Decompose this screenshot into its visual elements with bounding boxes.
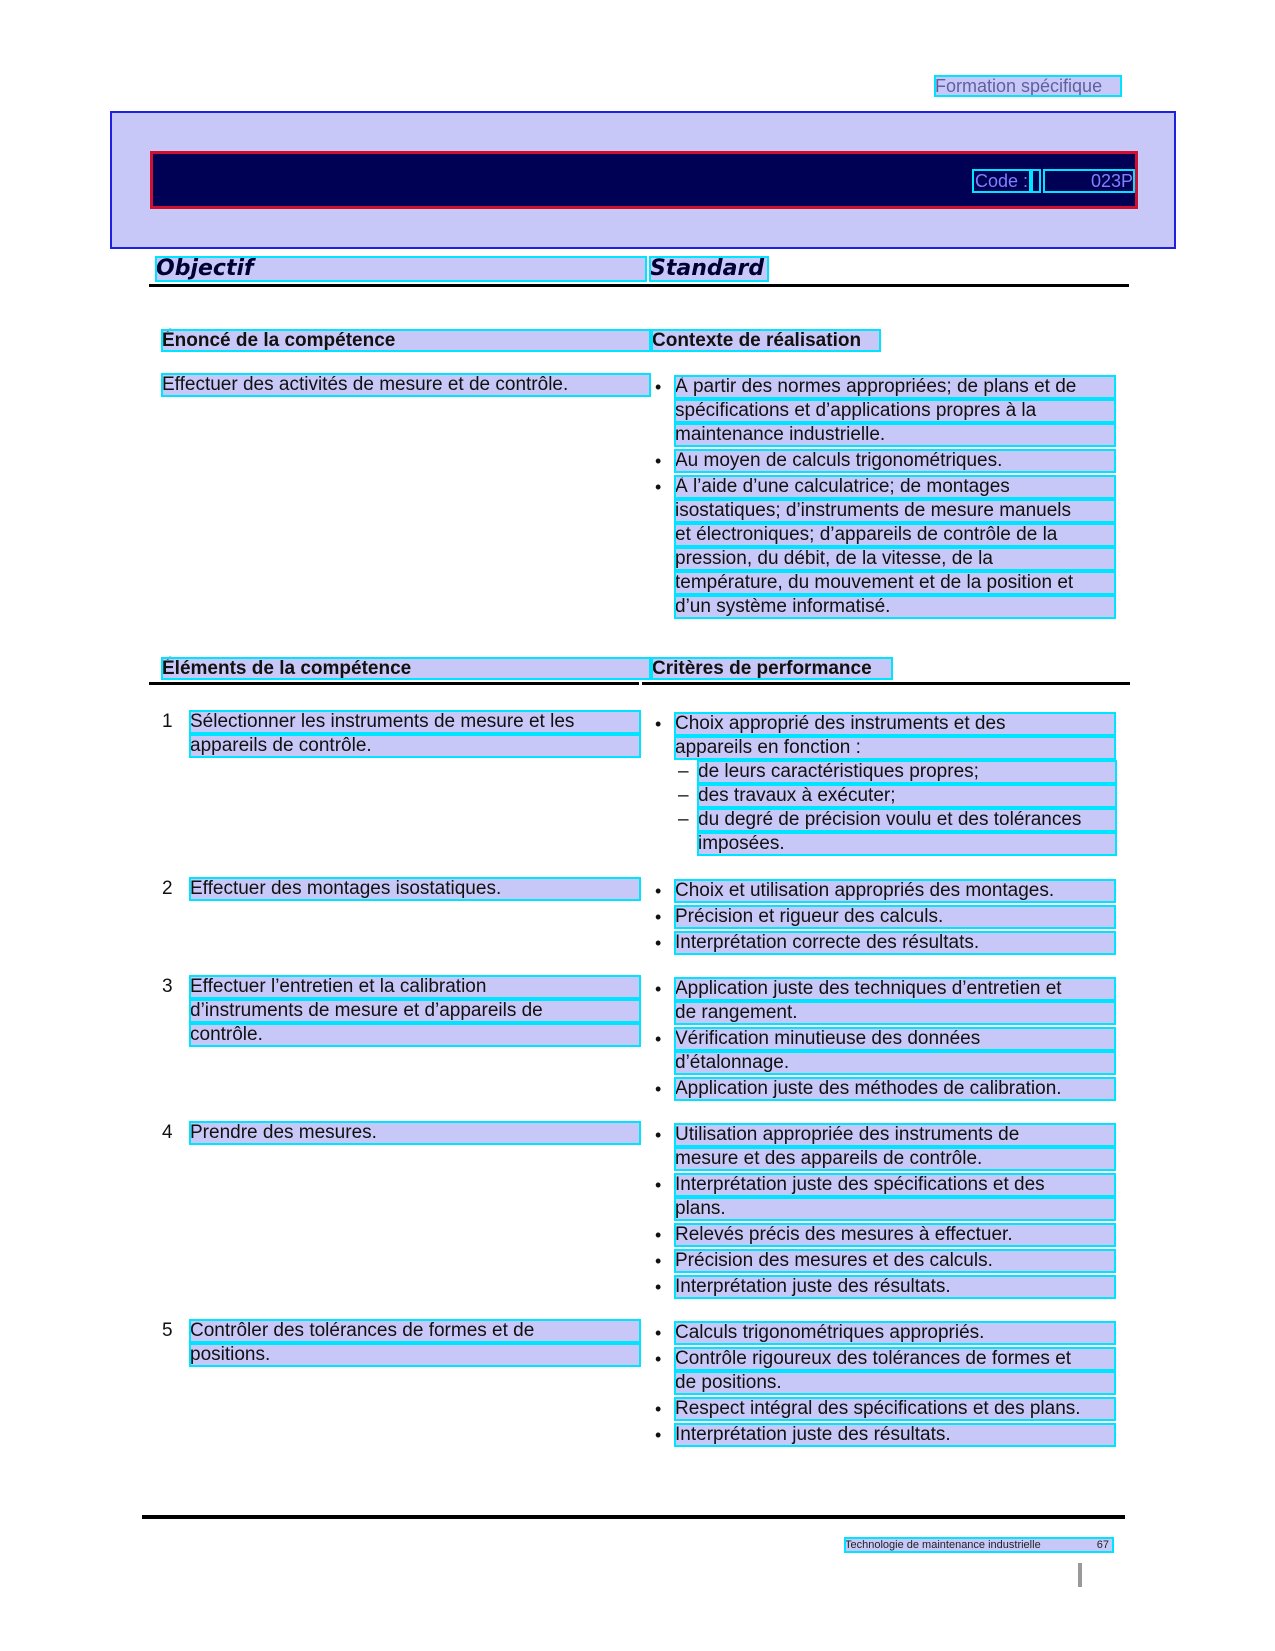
criterion-item: • Interprétation juste des résultats. (675, 1424, 1115, 1446)
element-number: 3 (162, 976, 173, 997)
page-number: 67 (1096, 1539, 1109, 1551)
column-heading-standard: Standard (650, 257, 768, 281)
contexte-item-line: d’un système informatisé. (675, 596, 1115, 618)
footer (845, 1538, 1113, 1552)
element-line: Contrôler des tolérances de formes et de (190, 1320, 640, 1342)
footer-title: Technologie de maintenance industrielle (845, 1539, 1041, 1551)
competence-heading: Énoncé de la compétence (162, 330, 650, 351)
title-bar (150, 151, 1138, 209)
criterion-item: • Calculs trigonométriques appropriés. (675, 1322, 1115, 1344)
page-marker (1078, 1563, 1082, 1587)
element-number: 5 (162, 1320, 173, 1341)
contexte-item-line: température, du mouvement et de la position et (675, 572, 1115, 594)
criterion-line: mesure et des appareils de contrôle. (675, 1148, 1115, 1170)
elements-rule (149, 682, 639, 685)
element-line: Prendre des mesures. (190, 1122, 640, 1144)
element-line: Effectuer l’entretien et la calibration (190, 976, 640, 998)
contexte-item-line: et électroniques; d’appareils de contrôle de la (675, 524, 1115, 546)
contexte-item-line: isostatiques; d’instruments de mesure manuels (675, 500, 1115, 522)
element-line: appareils de contrôle. (190, 735, 640, 757)
element-line: Sélectionner les instruments de mesure et les (190, 711, 640, 733)
element-number: 4 (162, 1122, 173, 1143)
criterion-item: • Choix approprié des instruments et des (675, 713, 1115, 735)
element-line: contrôle. (190, 1024, 640, 1046)
criterion-item: • Respect intégral des spécifications et des plans. (675, 1398, 1115, 1420)
criterion-item: • Utilisation appropriée des instruments de (675, 1124, 1115, 1146)
code-value: 023P (1045, 171, 1133, 191)
criterion-line: plans. (675, 1198, 1115, 1220)
code-separator (1033, 171, 1039, 191)
element-line: Effectuer des montages isostatiques. (190, 878, 640, 900)
contexte-item: • Au moyen de calculs trigonométriques. (675, 450, 1115, 472)
criteres-heading: Critères de performance (652, 658, 892, 679)
criterion-line: de positions. (675, 1372, 1115, 1394)
contexte-item: • À partir des normes appropriées; de plans et de (675, 376, 1115, 398)
program-label: Formation spécifique (935, 76, 1121, 96)
criterion-item: • Vérification minutieuse des données (675, 1028, 1115, 1050)
criterion-item: • Interprétation juste des spécifications et des (675, 1174, 1115, 1196)
criterion-sub-item: – du degré de précision voulu et des tolérances (698, 809, 1116, 831)
footer-rule (142, 1515, 1125, 1519)
contexte-item-line: spécifications et d’applications propres à la (675, 400, 1115, 422)
column-heading-objectif: Objectif (156, 257, 646, 281)
criterion-sub-item: – des travaux à exécuter; (698, 785, 1116, 807)
element-number: 2 (162, 878, 173, 899)
criteres-rule (642, 682, 1130, 685)
code-label: Code : (975, 171, 1029, 191)
criterion-line: d’étalonnage. (675, 1052, 1115, 1074)
contexte-item-line: maintenance industrielle. (675, 424, 1115, 446)
criterion-item: • Interprétation correcte des résultats. (675, 932, 1115, 954)
criterion-item: • Application juste des techniques d’entretien et (675, 978, 1115, 1000)
criterion-item: • Précision et rigueur des calculs. (675, 906, 1115, 928)
element-line: d’instruments de mesure et d’appareils de (190, 1000, 640, 1022)
criterion-sub-line: imposées. (698, 833, 1116, 855)
element-number: 1 (162, 711, 173, 732)
elements-heading: Éléments de la compétence (162, 658, 650, 679)
criterion-item: • Contrôle rigoureux des tolérances de formes et (675, 1348, 1115, 1370)
header-rule (149, 284, 1129, 287)
contexte-heading: Contexte de réalisation (652, 330, 880, 351)
criterion-sub-item: – de leurs caractéristiques propres; (698, 761, 1116, 783)
criterion-line: de rangement. (675, 1002, 1115, 1024)
criterion-line: appareils en fonction : (675, 737, 1115, 759)
element-line: positions. (190, 1344, 640, 1366)
competence-line: Effectuer des activités de mesure et de contrôle. (162, 374, 650, 396)
criterion-item: • Interprétation juste des résultats. (675, 1276, 1115, 1298)
criterion-item: • Application juste des méthodes de calibration. (675, 1078, 1115, 1100)
criterion-item: • Relevés précis des mesures à effectuer. (675, 1224, 1115, 1246)
contexte-item: • À l’aide d’une calculatrice; de montages (675, 476, 1115, 498)
header-banner (110, 111, 1176, 249)
criterion-item: • Choix et utilisation appropriés des montages. (675, 880, 1115, 902)
contexte-item-line: pression, du débit, de la vitesse, de la (675, 548, 1115, 570)
criterion-item: • Précision des mesures et des calculs. (675, 1250, 1115, 1272)
